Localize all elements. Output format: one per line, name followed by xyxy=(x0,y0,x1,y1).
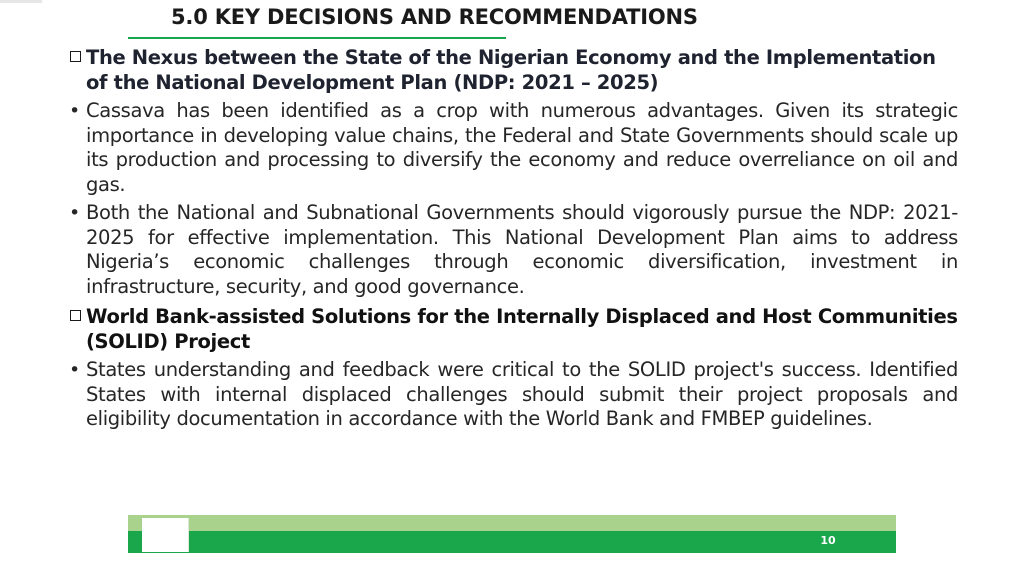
bullet-dot-icon: • xyxy=(69,359,80,381)
section-heading-ndp xyxy=(58,46,958,95)
corner-mark xyxy=(0,0,42,3)
bullet-dot-icon: • xyxy=(69,202,80,224)
page-title: 5.0 KEY DECISIONS AND RECOMMENDATIONS xyxy=(171,5,698,29)
list-item-text: Cassava has been identified as a crop with numerous advantages. Given its strategic importance in developing value chains, the Federal and State Governments should scale up its production and processing to diversify the economy and reduce overreliance on oil and gas. xyxy=(86,99,958,196)
slide-content xyxy=(58,46,958,436)
list-item xyxy=(58,358,958,432)
bullet-dot-icon: • xyxy=(69,100,80,122)
list-item-text: States understanding and feedback were critical to the SOLID project's success. Identified States with internal displaced challenges should submit their project proposals and eligibility documentation in accordance with the World Bank and FMBEP guidelines. xyxy=(86,358,958,430)
page-number: 10 xyxy=(820,534,836,547)
list-item xyxy=(58,201,958,299)
section-heading-solid xyxy=(58,305,958,354)
footer-bar-dark xyxy=(128,531,896,553)
footer-logo-placeholder xyxy=(142,518,189,552)
section-heading-text: World Bank-assisted Solutions for the Internally Displaced and Host Communities (SOLID) Project xyxy=(86,305,958,353)
checkbox-bullet-icon xyxy=(70,51,81,62)
section-heading-text: The Nexus between the State of the Nigerian Economy and the Implementation of the National Development Plan (NDP: 2021 – 2025) xyxy=(86,46,936,94)
checkbox-bullet-icon xyxy=(70,310,81,321)
list-item-text: Both the National and Subnational Governments should vigorously pursue the NDP: 2021-2025 for effective implementation. This National Development Plan aims to address Nigeria’s economic challenges through economic diversification, investment in infrastructure, security, and good governance. xyxy=(86,201,958,298)
list-item xyxy=(58,99,958,197)
footer-bar-light xyxy=(128,515,896,531)
title-underline xyxy=(128,37,506,39)
